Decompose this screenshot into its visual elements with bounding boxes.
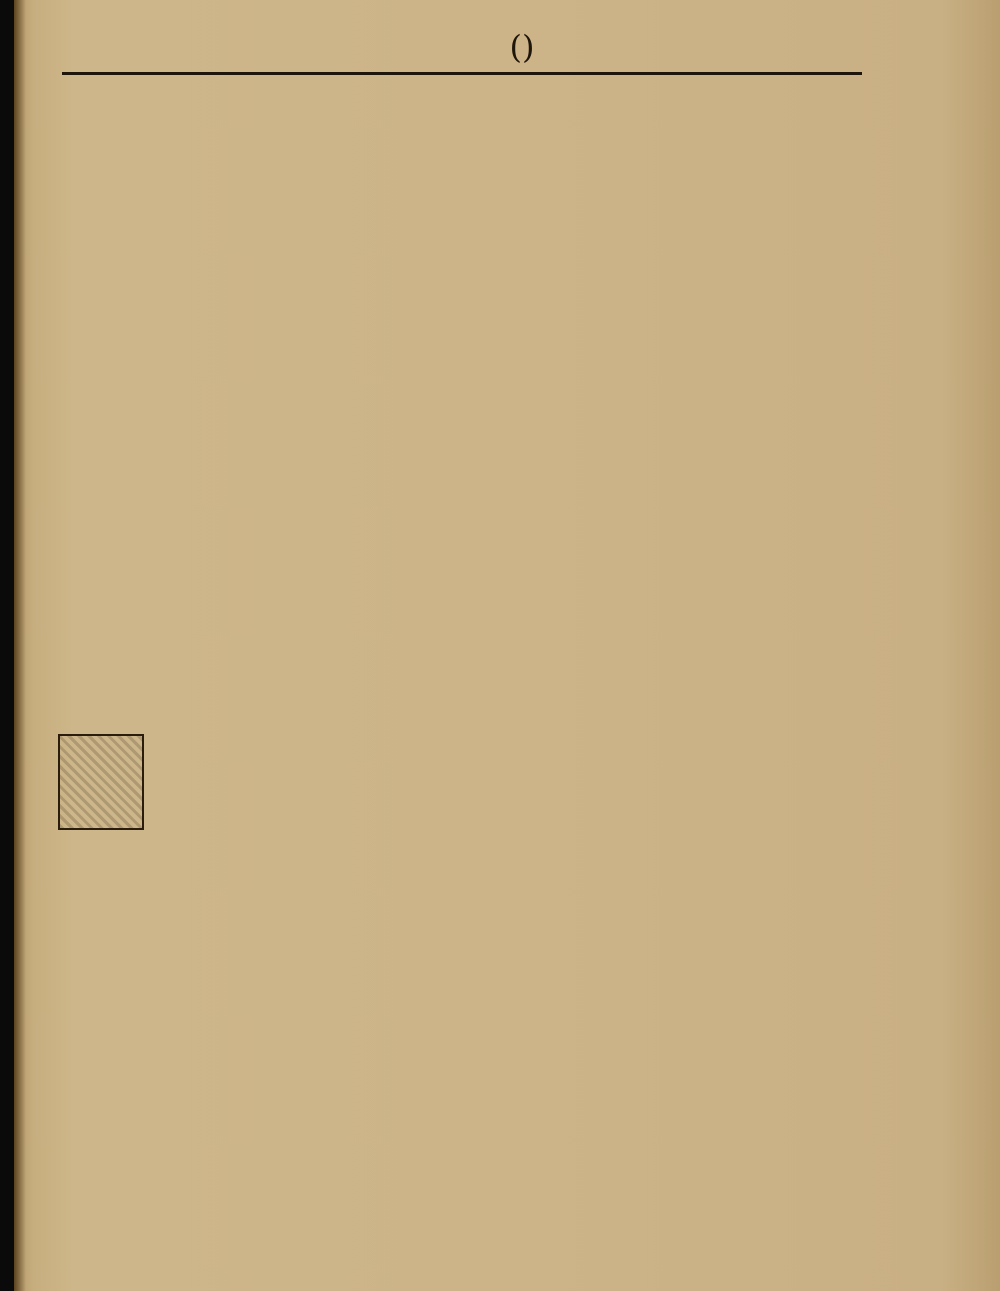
page-edge-shadow [14,0,26,1291]
page-footer [58,1174,868,1214]
header-rule [62,72,862,75]
page-number-block: () [509,28,535,66]
book-page [14,0,1000,1291]
running-header [62,28,862,72]
dropcap-initial [58,734,144,830]
